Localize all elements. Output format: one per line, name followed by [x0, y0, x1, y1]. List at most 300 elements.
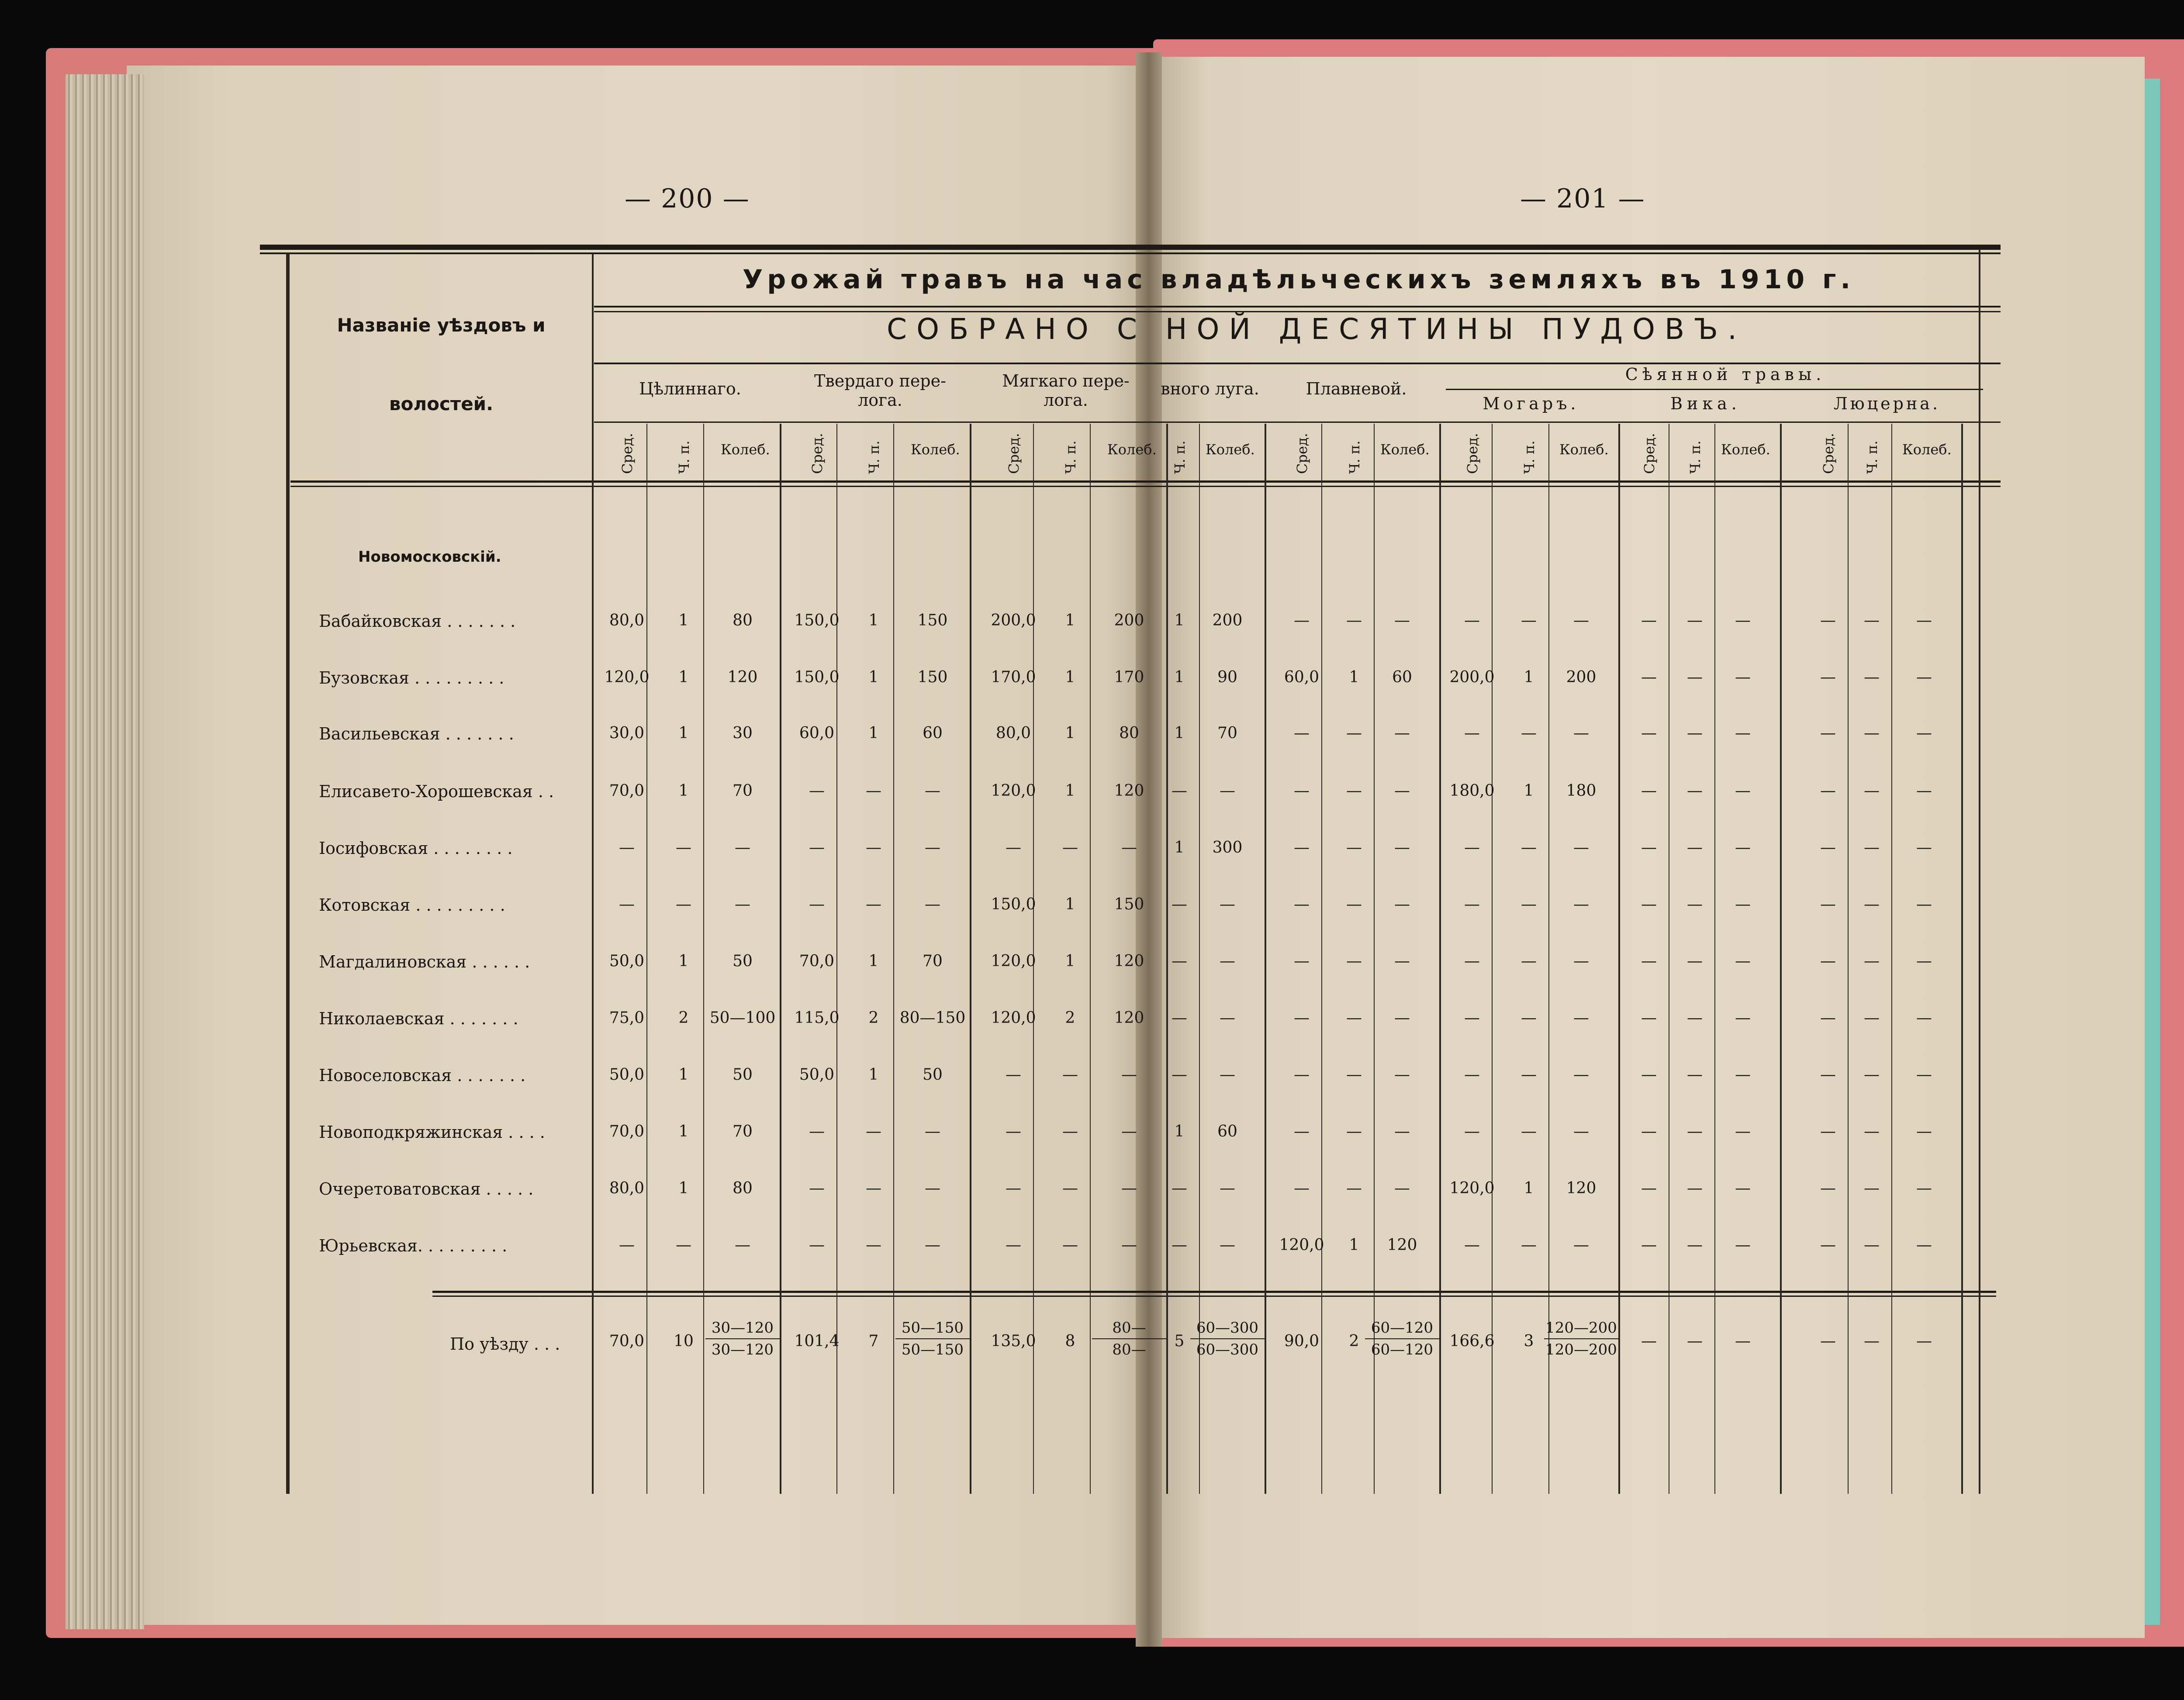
- total-cell: 166,6: [1449, 1332, 1495, 1350]
- table-cell: —: [1735, 1009, 1751, 1027]
- table-cell: —: [1006, 1123, 1021, 1140]
- row-name: Очеретоватовская . . . . .: [319, 1179, 534, 1199]
- table-cell: —: [809, 895, 825, 913]
- group-header-soft-fallow: Мягкаго пере- лога.: [1002, 371, 1130, 410]
- total-cell: 10: [674, 1332, 694, 1350]
- table-cell: 70,0: [799, 952, 835, 970]
- table-cell: —: [1294, 1066, 1310, 1084]
- table-cell: —: [1346, 782, 1362, 800]
- fraction-bar: [1365, 1338, 1439, 1339]
- table-cell: —: [1687, 952, 1703, 970]
- total-cell: 3: [1524, 1332, 1534, 1350]
- table-cell: —: [866, 1123, 881, 1140]
- table-cell: —: [1521, 1236, 1537, 1254]
- table-cell: 1: [1065, 612, 1075, 629]
- left-border: [286, 253, 290, 1494]
- table-cell: 150: [917, 668, 948, 686]
- table-cell: —: [1864, 1123, 1880, 1140]
- table-cell: —: [1916, 839, 1932, 857]
- table-cell: 70: [733, 782, 753, 800]
- table-cell: 1: [678, 668, 689, 686]
- table-cell: —: [1864, 895, 1880, 913]
- table-cell: —: [1062, 1236, 1078, 1254]
- group-header-sown: Сѣянной травы.: [1625, 365, 1826, 384]
- table-cell: 170: [1114, 668, 1144, 686]
- table-cell: —: [1464, 952, 1480, 970]
- header-bottom-rule: [290, 480, 2001, 483]
- table-cell: —: [1220, 1179, 1235, 1197]
- table-cell: —: [1687, 895, 1703, 913]
- table-cell: —: [1062, 839, 1078, 857]
- table-cell: —: [1294, 952, 1310, 970]
- group-header-flood: Плавневой.: [1306, 379, 1407, 398]
- table-cell: 1: [1349, 668, 1359, 686]
- table-cell: 200,0: [1449, 668, 1495, 686]
- subgroup-lucerne: Люцерна.: [1833, 394, 1941, 413]
- header-bottom-rule-2: [290, 486, 2001, 487]
- row-name: Новоселовская . . . . . . .: [319, 1066, 526, 1085]
- table-cell: —: [676, 895, 691, 913]
- table-cell: 1: [1174, 612, 1185, 629]
- table-cell: 1: [1174, 668, 1185, 686]
- table-cell: —: [809, 839, 825, 857]
- fraction-bar: [705, 1338, 780, 1339]
- table-cell: —: [1220, 895, 1235, 913]
- table-cell: —: [1687, 782, 1703, 800]
- table-cell: 1: [1524, 1179, 1534, 1197]
- table-cell: —: [1820, 1236, 1836, 1254]
- table-cell: —: [1121, 1123, 1137, 1140]
- total-label: По уѣзду . . .: [450, 1334, 560, 1354]
- table-cell: —: [1641, 1009, 1657, 1027]
- table-cell: 70: [733, 1123, 753, 1140]
- table-cell: —: [1521, 1066, 1537, 1084]
- table-cell: —: [1864, 1236, 1880, 1254]
- table-cell: —: [1171, 1236, 1187, 1254]
- table-cell: 120,0: [991, 952, 1036, 970]
- page-block-edges: [66, 74, 144, 1629]
- fraction-bottom: 60—120: [1371, 1341, 1434, 1358]
- table-cell: —: [1687, 839, 1703, 857]
- table-cell: —: [1916, 724, 1932, 742]
- sub-header: Колеб.: [1902, 441, 1952, 458]
- table-cell: —: [1573, 1123, 1589, 1140]
- table-cell: —: [1394, 895, 1410, 913]
- group-header-meadow: вного луга.: [1161, 379, 1259, 398]
- table-cell: —: [1521, 612, 1537, 629]
- sub-header: Ч. п.: [1346, 440, 1363, 474]
- table-cell: —: [1220, 1236, 1235, 1254]
- table-cell: —: [1464, 839, 1480, 857]
- table-cell: 1: [868, 1066, 879, 1084]
- table-cell: —: [1916, 952, 1932, 970]
- table-cell: —: [1820, 1009, 1836, 1027]
- table-cell: 50,0: [609, 952, 645, 970]
- total-range-fraction: [1361, 1319, 1444, 1358]
- table-cell: 120: [1387, 1236, 1417, 1254]
- table-cell: —: [1346, 895, 1362, 913]
- table-cell: —: [1641, 895, 1657, 913]
- table-cell: —: [1346, 952, 1362, 970]
- table-cell: —: [676, 839, 691, 857]
- column-line: [1961, 424, 1963, 1494]
- top-rule-thin: [260, 252, 2001, 254]
- table-cell: 200: [1566, 668, 1597, 686]
- table-cell: —: [1294, 724, 1310, 742]
- table-cell: —: [1735, 612, 1751, 629]
- table-cell: —: [1820, 782, 1836, 800]
- table-cell: —: [1394, 612, 1410, 629]
- row-name: Васильевская . . . . . . .: [319, 724, 514, 743]
- table-cell: 1: [678, 952, 689, 970]
- total-cell: —: [1641, 1332, 1657, 1350]
- table-cell: —: [1464, 612, 1480, 629]
- table-cell: —: [1121, 1179, 1137, 1197]
- table-cell: 150,0: [794, 612, 840, 629]
- table-cell: —: [1062, 1179, 1078, 1197]
- table-cell: —: [1820, 1123, 1836, 1140]
- sub-header: Колеб.: [1206, 441, 1255, 458]
- table-cell: 70: [923, 952, 943, 970]
- table-cell: —: [1220, 1009, 1235, 1027]
- row-name: Котовская . . . . . . . . .: [319, 895, 505, 915]
- table-cell: —: [1521, 1009, 1537, 1027]
- table-cell: 60,0: [799, 724, 835, 742]
- table-cell: 70,0: [609, 782, 645, 800]
- sub-header: Колеб.: [721, 441, 770, 458]
- table-cell: 150: [1114, 895, 1144, 913]
- table-cell: —: [1573, 1066, 1589, 1084]
- table-cell: 1: [1174, 839, 1185, 857]
- table-cell: —: [1394, 1066, 1410, 1084]
- table-cell: —: [1521, 952, 1537, 970]
- table-cell: —: [735, 895, 750, 913]
- table-cell: 300: [1212, 839, 1243, 857]
- total-cell: 5: [1174, 1332, 1185, 1350]
- fraction-top: 80—: [1112, 1319, 1146, 1337]
- fraction-bar: [1092, 1338, 1166, 1339]
- total-range-fraction: [1186, 1319, 1269, 1358]
- table-cell: 60,0: [1284, 668, 1320, 686]
- table-cell: —: [1006, 1066, 1021, 1084]
- fraction-bottom: 30—120: [711, 1341, 774, 1358]
- sub-header: Ч. п.: [1687, 440, 1704, 474]
- row-name: Іосифовская . . . . . . . .: [319, 839, 513, 858]
- row-name: Бузовская . . . . . . . . .: [319, 668, 505, 688]
- table-cell: —: [1916, 1236, 1932, 1254]
- table-cell: —: [1346, 839, 1362, 857]
- page-number-right: — 201 —: [1520, 183, 1645, 214]
- table-cell: 80: [733, 1179, 753, 1197]
- row-name: Магдалиновская . . . . . .: [319, 952, 530, 971]
- fraction-top: 30—120: [711, 1319, 774, 1337]
- book-edge-strip: [2143, 79, 2160, 1625]
- table-cell: 1: [1349, 1236, 1359, 1254]
- total-cell: 70,0: [609, 1332, 645, 1350]
- table-cell: —: [1916, 1179, 1932, 1197]
- sub-header: Ч. п.: [1171, 440, 1188, 474]
- table-cell: —: [1346, 1179, 1362, 1197]
- table-cell: 1: [1065, 668, 1075, 686]
- table-cell: —: [1294, 839, 1310, 857]
- table-cell: —: [1521, 1123, 1537, 1140]
- table-cell: —: [925, 1123, 940, 1140]
- table-cell: —: [809, 1123, 825, 1140]
- table-cell: 180,0: [1449, 782, 1495, 800]
- table-cell: —: [1294, 1179, 1310, 1197]
- sub-header: Сред.: [1294, 433, 1310, 474]
- table-cell: —: [1464, 1009, 1480, 1027]
- table-cell: 2: [1065, 1009, 1075, 1027]
- total-rule: [432, 1291, 1996, 1293]
- table-cell: 150: [917, 612, 948, 629]
- fraction-bar: [1544, 1338, 1618, 1339]
- table-cell: —: [1735, 668, 1751, 686]
- table-cell: 180: [1566, 782, 1597, 800]
- table-cell: 50,0: [609, 1066, 645, 1084]
- sub-header: Сред.: [1464, 433, 1481, 474]
- table-cell: —: [809, 1179, 825, 1197]
- table-cell: —: [1062, 1066, 1078, 1084]
- table-cell: —: [1864, 1066, 1880, 1084]
- table-cell: —: [1294, 612, 1310, 629]
- fraction-top: 120—200: [1545, 1319, 1617, 1337]
- sub-header: Ч. п.: [1864, 440, 1880, 474]
- fraction-top: 50—150: [901, 1319, 964, 1337]
- table-cell: —: [1687, 1123, 1703, 1140]
- table-cell: —: [1394, 952, 1410, 970]
- table-cell: —: [1573, 895, 1589, 913]
- table-cell: 200,0: [991, 612, 1036, 629]
- table-subtitle: СОБРАНО С НОЙ ДЕСЯТИНЫ ПУДОВЪ.: [887, 312, 1747, 346]
- table-cell: —: [1735, 1179, 1751, 1197]
- total-cell: —: [1735, 1332, 1751, 1350]
- table-title: Урожай травъ на час владѣльческихъ земляхъ въ 1910 г.: [743, 264, 1855, 295]
- sub-header: Сред.: [809, 433, 826, 474]
- table-cell: —: [1346, 1123, 1362, 1140]
- table-cell: —: [1573, 1009, 1589, 1027]
- table-cell: 1: [1174, 724, 1185, 742]
- subgroup-vika: Вика.: [1670, 394, 1741, 413]
- table-cell: —: [1916, 668, 1932, 686]
- table-cell: —: [1864, 724, 1880, 742]
- table-cell: 70: [1217, 724, 1237, 742]
- table-cell: —: [1171, 952, 1187, 970]
- table-cell: —: [1171, 1009, 1187, 1027]
- table-cell: —: [1394, 839, 1410, 857]
- table-cell: 1: [678, 782, 689, 800]
- table-cell: —: [1735, 1123, 1751, 1140]
- sub-header: Колеб.: [1107, 441, 1157, 458]
- table-cell: —: [1820, 724, 1836, 742]
- table-cell: —: [619, 1236, 635, 1254]
- column-line: [1780, 424, 1782, 1494]
- total-cell: —: [1864, 1332, 1880, 1350]
- table-cell: —: [1121, 1236, 1137, 1254]
- subgroup-mogar: Могаръ.: [1482, 394, 1579, 413]
- table-cell: —: [866, 839, 881, 857]
- table-cell: 1: [1065, 895, 1075, 913]
- table-cell: 80: [733, 612, 753, 629]
- table-cell: —: [1220, 782, 1235, 800]
- table-cell: —: [1464, 1066, 1480, 1084]
- table-cell: 120: [1114, 1009, 1144, 1027]
- table-cell: 120,0: [1449, 1179, 1495, 1197]
- total-cell: —: [1916, 1332, 1932, 1350]
- table-cell: 1: [678, 1123, 689, 1140]
- table-cell: —: [1641, 724, 1657, 742]
- row-name: Бабайковская . . . . . . .: [319, 612, 516, 631]
- total-cell: 101,4: [794, 1332, 840, 1350]
- table-cell: —: [1820, 839, 1836, 857]
- sub-header: Сред.: [1641, 433, 1658, 474]
- table-cell: —: [1220, 1066, 1235, 1084]
- table-cell: —: [676, 1236, 691, 1254]
- total-cell: 2: [1349, 1332, 1359, 1350]
- table-cell: 50: [733, 952, 753, 970]
- table-cell: 80: [1119, 724, 1139, 742]
- right-border: [1979, 249, 1980, 1494]
- table-cell: —: [925, 895, 940, 913]
- table-cell: —: [1641, 1179, 1657, 1197]
- table-cell: 170,0: [991, 668, 1036, 686]
- table-cell: —: [1641, 1236, 1657, 1254]
- table-cell: 1: [678, 1066, 689, 1084]
- fraction-bottom: 60—300: [1196, 1341, 1259, 1358]
- table-cell: 200: [1114, 612, 1144, 629]
- table-cell: —: [1171, 895, 1187, 913]
- table-cell: —: [1641, 839, 1657, 857]
- table-cell: —: [1641, 782, 1657, 800]
- sown-rule: [1446, 389, 1983, 390]
- sub-header: Ч. п.: [676, 440, 692, 474]
- table-cell: —: [1573, 952, 1589, 970]
- table-cell: —: [1006, 1236, 1021, 1254]
- table-cell: —: [925, 1236, 940, 1254]
- group-header-virgin: Цѣлиннаго.: [639, 379, 741, 398]
- table-cell: —: [925, 1179, 940, 1197]
- top-rule: [260, 245, 2001, 250]
- table-cell: 150,0: [794, 668, 840, 686]
- table-cell: 120,0: [991, 1009, 1036, 1027]
- table-cell: 50: [923, 1066, 943, 1084]
- table-cell: 115,0: [794, 1009, 840, 1027]
- table-cell: 2: [678, 1009, 689, 1027]
- page-number-left: — 200 —: [625, 183, 750, 214]
- table-cell: —: [619, 895, 635, 913]
- table-cell: —: [1394, 782, 1410, 800]
- table-cell: 1: [868, 612, 879, 629]
- table-cell: 120,0: [604, 668, 650, 686]
- table-cell: 1: [868, 952, 879, 970]
- table-cell: 120: [1566, 1179, 1597, 1197]
- table-cell: —: [1641, 1123, 1657, 1140]
- table-cell: 1: [1065, 724, 1075, 742]
- table-cell: —: [1916, 612, 1932, 629]
- table-cell: —: [1687, 1066, 1703, 1084]
- table-cell: —: [1820, 1066, 1836, 1084]
- sub-header: Сред.: [619, 433, 636, 474]
- table-cell: 60: [1217, 1123, 1237, 1140]
- table-cell: —: [1171, 1066, 1187, 1084]
- table-cell: 120: [727, 668, 758, 686]
- sub-header: Ч. п.: [866, 440, 882, 474]
- table-cell: 1: [678, 612, 689, 629]
- sub-header: Колеб.: [911, 441, 960, 458]
- table-cell: —: [1464, 724, 1480, 742]
- table-cell: —: [1573, 612, 1589, 629]
- table-cell: —: [1006, 1179, 1021, 1197]
- table-cell: —: [1687, 724, 1703, 742]
- table-cell: 2: [868, 1009, 879, 1027]
- table-cell: 30,0: [609, 724, 645, 742]
- table-cell: 120,0: [1279, 1236, 1324, 1254]
- table-cell: —: [1820, 1179, 1836, 1197]
- sub-header: Колеб.: [1380, 441, 1430, 458]
- table-cell: —: [1735, 724, 1751, 742]
- table-cell: —: [1171, 782, 1187, 800]
- table-cell: 50,0: [799, 1066, 835, 1084]
- table-cell: —: [1394, 724, 1410, 742]
- district-name: Новомосковскій.: [358, 548, 501, 566]
- table-cell: 80,0: [609, 612, 645, 629]
- table-cell: —: [1641, 668, 1657, 686]
- table-cell: —: [1687, 612, 1703, 629]
- total-range-fraction: [891, 1319, 974, 1358]
- table-cell: —: [1687, 1009, 1703, 1027]
- table-cell: —: [1820, 612, 1836, 629]
- table-cell: —: [866, 895, 881, 913]
- table-cell: 1: [868, 668, 879, 686]
- table-cell: —: [1464, 895, 1480, 913]
- sub-header: Сред.: [1820, 433, 1837, 474]
- group-header-hard-fallow: Твердаго пере- лога.: [814, 371, 946, 410]
- total-range-fraction: [1540, 1319, 1623, 1358]
- table-cell: —: [1294, 895, 1310, 913]
- table-cell: 200: [1212, 612, 1243, 629]
- subtitle-rule: [594, 363, 2001, 364]
- table-cell: —: [1464, 1236, 1480, 1254]
- table-cell: —: [1346, 1066, 1362, 1084]
- title-rule: [594, 306, 2001, 308]
- table-cell: —: [1820, 895, 1836, 913]
- table-cell: —: [1346, 1009, 1362, 1027]
- table-cell: 80—150: [899, 1009, 966, 1027]
- table-cell: —: [1062, 1123, 1078, 1140]
- table-cell: —: [1916, 1123, 1932, 1140]
- table-cell: 60: [923, 724, 943, 742]
- table-cell: 150,0: [991, 895, 1036, 913]
- total-cell: —: [1820, 1332, 1836, 1350]
- table-cell: 1: [868, 724, 879, 742]
- table-cell: —: [1521, 839, 1537, 857]
- total-cell: 90,0: [1284, 1332, 1320, 1350]
- table-cell: —: [866, 1179, 881, 1197]
- table-cell: —: [1573, 839, 1589, 857]
- sub-header: Колеб.: [1721, 441, 1770, 458]
- table-cell: —: [1735, 1066, 1751, 1084]
- table-cell: —: [1864, 782, 1880, 800]
- table-cell: 120,0: [991, 782, 1036, 800]
- table-cell: —: [866, 782, 881, 800]
- table-cell: —: [1294, 1009, 1310, 1027]
- table-cell: —: [1171, 1179, 1187, 1197]
- table-cell: —: [1394, 1009, 1410, 1027]
- table-cell: —: [1641, 1066, 1657, 1084]
- sub-header: Ч. п.: [1521, 440, 1538, 474]
- fraction-bar: [895, 1338, 970, 1339]
- table-cell: 50—100: [709, 1009, 776, 1027]
